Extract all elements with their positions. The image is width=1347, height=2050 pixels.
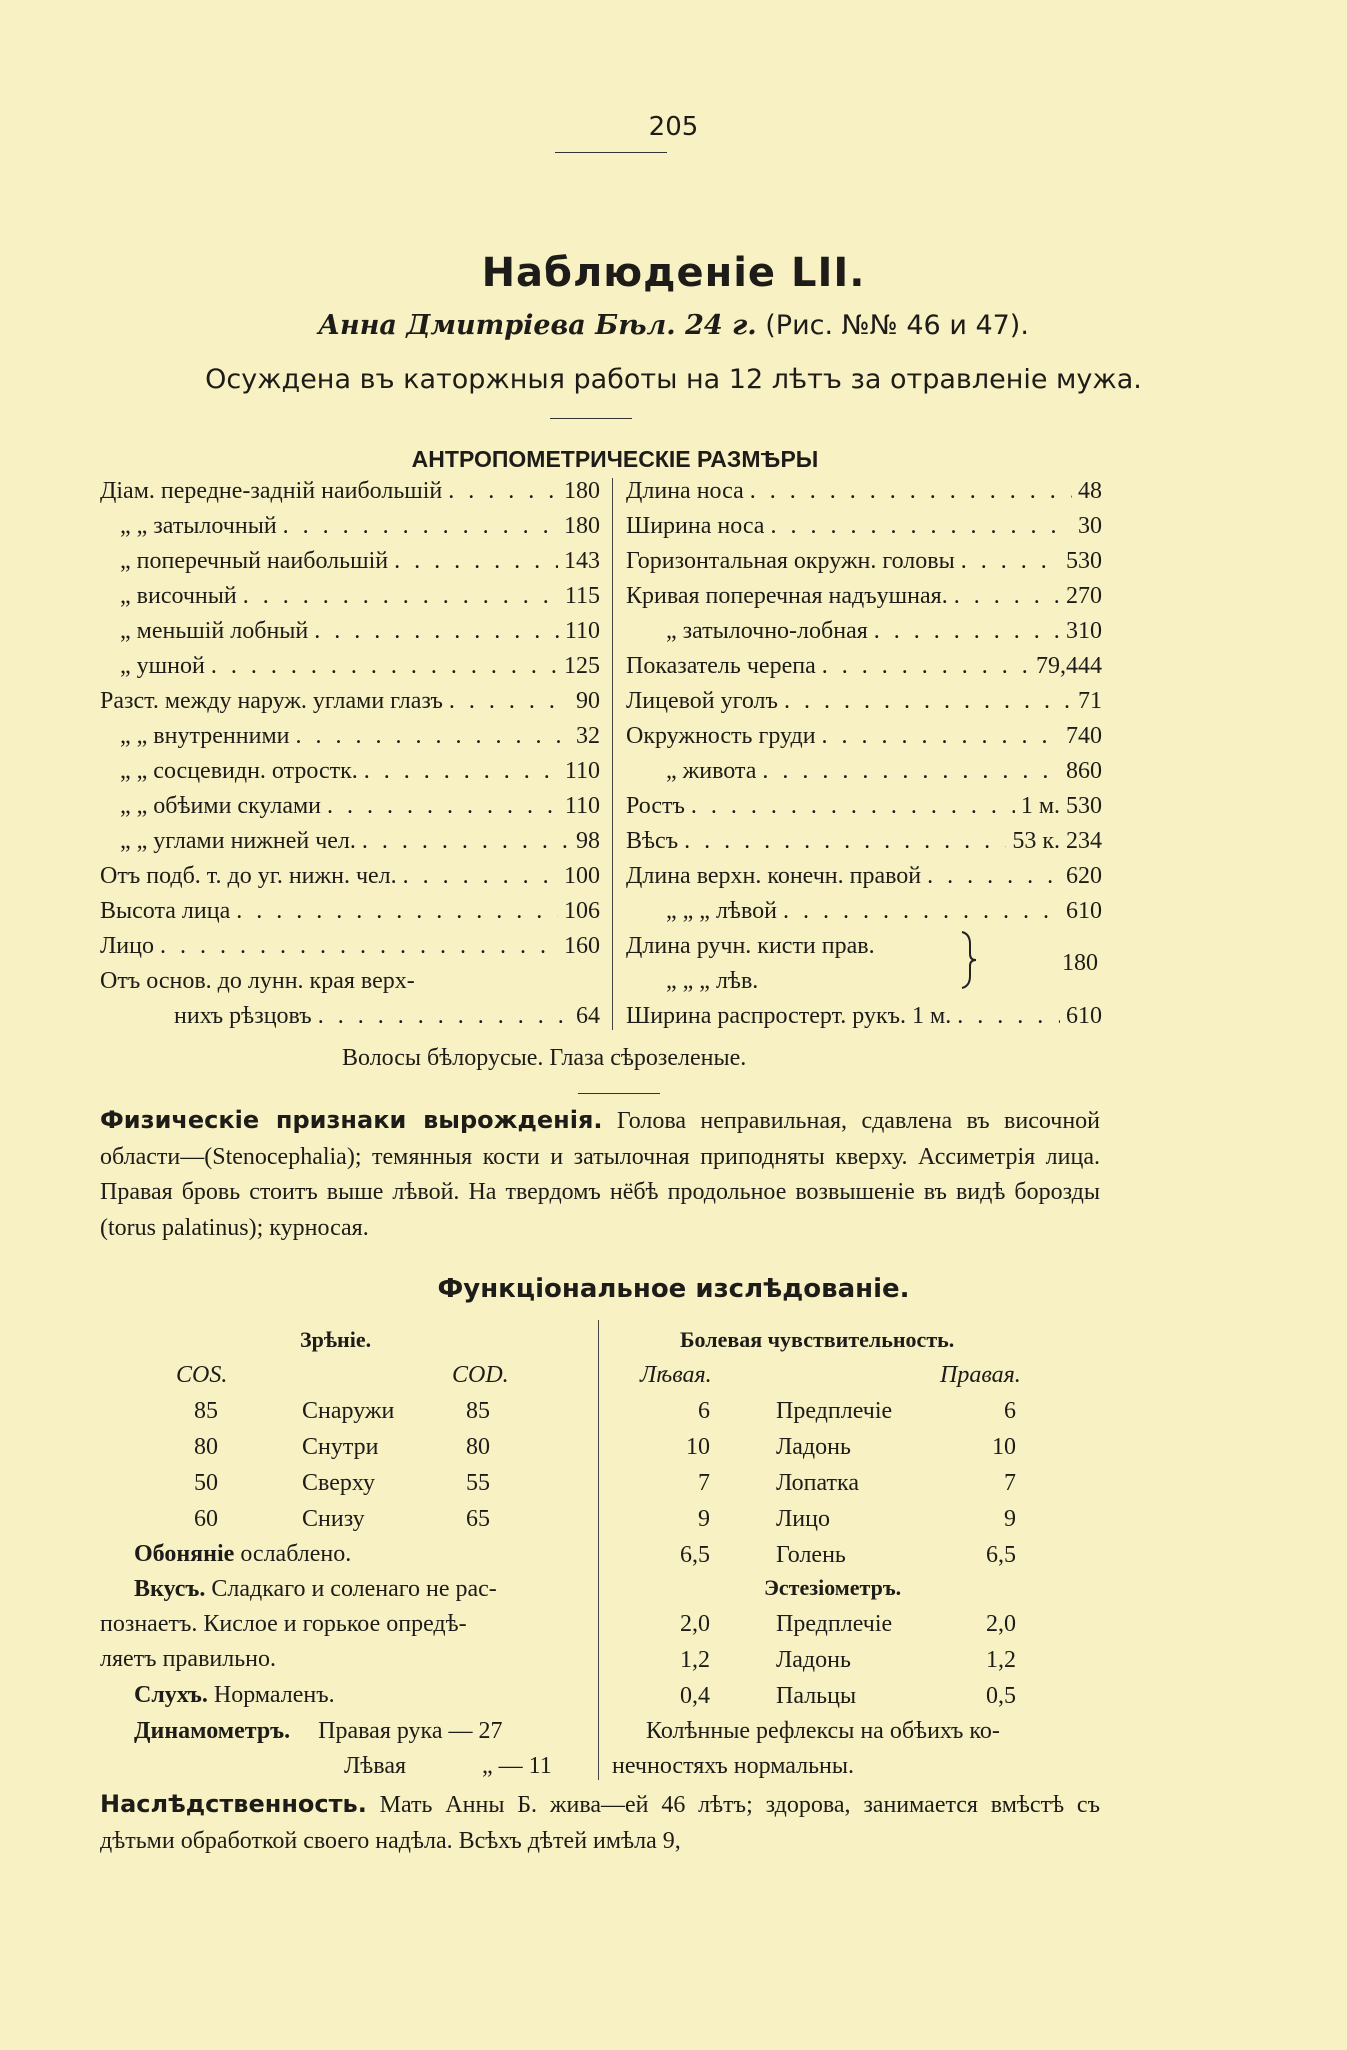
measure-label: „ поперечный наибольшій	[120, 548, 389, 574]
leader-dots	[954, 583, 1060, 610]
anthropometric-left-row	[100, 898, 600, 925]
leader-dots	[822, 723, 1060, 750]
vision-direction: Снаружи	[302, 1398, 395, 1424]
leader-dots	[927, 863, 1060, 890]
taste-text-2: познаетъ. Кислое и горькое опредѣ-	[100, 1611, 467, 1637]
measure-value: 310	[1066, 618, 1102, 644]
subject-line	[0, 310, 1347, 341]
measure-label: Горизонтальная окружн. головы	[626, 548, 955, 574]
physical-signs-paragraph	[100, 1103, 1100, 1246]
measure-value: 32	[576, 723, 600, 749]
measure-label: „ затылочно-лобная	[666, 618, 868, 644]
anthropometric-right-row	[626, 723, 1102, 750]
vision-cod-header: COD.	[452, 1362, 509, 1388]
taste-line-1	[134, 1576, 497, 1603]
vision-cos-value: 60	[194, 1506, 218, 1532]
anthropometric-right-row	[626, 1003, 1102, 1030]
measure-value: 180	[564, 478, 600, 504]
anthropometric-left-row	[174, 1003, 600, 1030]
pain-left-value: 7	[698, 1470, 710, 1496]
vision-cod-value: 65	[466, 1506, 490, 1532]
measure-label: Показатель черепа	[626, 653, 816, 679]
measure-value: 71	[1078, 688, 1102, 714]
leader-dots	[448, 478, 558, 505]
measure-value: 115	[564, 583, 600, 609]
leader-dots	[243, 583, 559, 610]
anthropometric-left-row	[100, 688, 600, 715]
anthropometric-heading: АНТРОПОМЕТРИЧЕСКІЕ РАЗМѢРЫ	[411, 446, 819, 472]
anthropometric-divider	[612, 478, 613, 1030]
leader-dots	[784, 688, 1072, 715]
measure-label: Діам. передне-задній наибольшій	[100, 478, 443, 504]
vision-cod-value: 80	[466, 1434, 490, 1460]
leader-dots	[394, 548, 558, 575]
body-part: Пальцы	[776, 1683, 857, 1709]
measure-label: Разст. между наруж. углами глазъ	[100, 688, 443, 714]
measure-label: Ростъ	[626, 793, 685, 819]
measure-value: 53 к. 234	[1012, 828, 1102, 854]
measure-label: „ ушной	[120, 653, 205, 679]
measure-label: Высота лица	[100, 898, 231, 924]
measure-label: Окружность груди	[626, 723, 816, 749]
measure-label: Кривая поперечная надъушная.	[626, 583, 948, 609]
measure-value: 1 м. 530	[1020, 793, 1102, 819]
anthropometric-right-row	[626, 793, 1102, 820]
sentence-line: Осуждена въ каторжныя работы на 12 лѣтъ за отравленіе мужа.	[205, 364, 1142, 395]
pain-right-value: 6	[1004, 1398, 1016, 1424]
measure-label: „ „ углами нижней чел.	[120, 828, 356, 854]
vision-direction: Снизу	[302, 1506, 365, 1532]
anthropometric-right-row	[626, 583, 1102, 610]
physical-signs-text: Голова неправильная, сдавлена въ височной области—(Stenocephalia); темянныя кости и затылочная приподняты кверху. Ассиметрія лица. Правая бровь стоитъ выше лѣвой. На твердомъ нёбѣ продольное возвышеніе въ видѣ борозды (torus palatinus); курносая.	[100, 1108, 1101, 1241]
leader-dots	[783, 898, 1060, 925]
pain-left-value: 6	[698, 1398, 710, 1424]
measure-label: „ живота	[666, 758, 757, 784]
measure-label: „ височный	[120, 583, 237, 609]
measure-value: 610	[1066, 898, 1102, 924]
measure-label: Длина верхн. конечн. правой	[626, 863, 922, 889]
pain-right-value: 10	[992, 1434, 1016, 1460]
functional-divider	[598, 1320, 599, 1780]
leader-dots	[318, 1003, 570, 1030]
pain-left-value: 10	[686, 1434, 710, 1460]
pain-right-header: Правая.	[940, 1362, 1021, 1388]
dynamometer-left-value: „ — 11	[482, 1753, 552, 1779]
measure-label: Длина носа	[626, 478, 744, 504]
section-rule-2	[578, 1093, 660, 1094]
leader-dots	[314, 618, 559, 645]
body-part: Ладонь	[776, 1647, 851, 1673]
body-part: Ладонь	[776, 1434, 851, 1460]
heredity-heading: Наслѣдственность.	[100, 1790, 367, 1818]
measure-label: Вѣсъ	[626, 828, 679, 854]
measure-label: „ „ затылочный	[120, 513, 277, 539]
measure-value: 740	[1066, 723, 1102, 749]
pain-left-value: 6,5	[680, 1542, 710, 1568]
vision-direction: Сверху	[302, 1470, 375, 1496]
vision-direction: Снутри	[302, 1434, 379, 1460]
anthropometric-right-row	[666, 618, 1102, 645]
measure-label: Лицевой уголъ	[626, 688, 778, 714]
measure-label: Ширина носа	[626, 513, 765, 539]
anthropometric-right-row	[666, 898, 1102, 925]
leader-dots	[283, 513, 558, 540]
physical-signs-heading: Физическіе признаки вырожденія.	[100, 1106, 603, 1134]
measure-label: Лицо	[100, 933, 154, 959]
measure-value: 30	[1078, 513, 1102, 539]
anthropometric-right-row	[626, 688, 1102, 715]
dynamometer-label: Динамометръ.	[134, 1718, 291, 1744]
leader-dots	[691, 793, 1015, 820]
functional-heading: Функціональное изслѣдованіе.	[437, 1274, 910, 1304]
pain-right-value: 9	[1004, 1506, 1016, 1532]
vision-cos-value: 80	[194, 1434, 218, 1460]
dynamometer-line	[134, 1718, 503, 1745]
leader-dots	[957, 1003, 1060, 1030]
measure-value: 64	[576, 1003, 600, 1029]
smell-label: Обоняніе	[134, 1541, 235, 1567]
pain-heading: Болевая чувствительность.	[680, 1327, 955, 1352]
measure-label: „ „ сосцевидн. отростк.	[120, 758, 358, 784]
anthropometric-left-row	[120, 723, 600, 750]
leader-dots	[449, 688, 570, 715]
anthropometric-left-row	[120, 583, 600, 610]
esthesio-right-value: 2,0	[986, 1611, 1016, 1637]
anthropometric-left-row	[120, 758, 600, 785]
measure-value: 90	[576, 688, 600, 714]
smell-text: ослаблено.	[240, 1541, 352, 1567]
leader-dots	[762, 758, 1060, 785]
leader-dots	[750, 478, 1072, 505]
vision-cod-value: 55	[466, 1470, 490, 1496]
measure-value: 160	[564, 933, 600, 959]
hearing-line	[134, 1682, 335, 1709]
subject-name: Анна Дмитріева Бѣл. 24 г.	[318, 310, 757, 341]
observation-title: Наблюденіе LII.	[481, 250, 866, 296]
anthropometric-right-row	[626, 478, 1102, 505]
vision-cos-header: COS.	[176, 1362, 228, 1388]
measure-value: 110	[564, 793, 600, 819]
leader-dots	[211, 653, 558, 680]
pain-left-header: Лѣвая.	[640, 1362, 712, 1388]
anthropometric-left-row	[120, 653, 600, 680]
anthropometric-right-row	[626, 653, 1102, 680]
measure-label: „ меньшій лобный	[120, 618, 309, 644]
measure-label: Отъ основ. до лунн. края верх-	[100, 968, 415, 994]
anthropometric-left-row	[100, 933, 600, 960]
heredity-text: Мать Анны Б. жива—ей 46 лѣтъ; здорова, занимается вмѣстѣ съ дѣтьми обработкой своего надѣла. Всѣхъ дѣтей имѣла 9,	[100, 1792, 1100, 1854]
anthropometric-left-row	[120, 548, 600, 575]
anthropometric-right-row	[626, 863, 1102, 890]
heredity-paragraph	[100, 1787, 1100, 1859]
measure-value: 98	[576, 828, 600, 854]
measure-value: 270	[1066, 583, 1102, 609]
taste-label: Вкусъ.	[134, 1576, 206, 1602]
reflex-line-1: Колѣнные рефлексы на обѣихъ ко-	[646, 1718, 1000, 1744]
hearing-label: Слухъ.	[134, 1682, 208, 1708]
vision-cod-value: 85	[466, 1398, 490, 1424]
taste-text-3: ляетъ правильно.	[100, 1646, 277, 1672]
measure-label: „ „ внутренними	[120, 723, 290, 749]
anthropometric-right-row	[626, 513, 1102, 540]
anthropometric-left-row	[120, 618, 600, 645]
measure-value: 860	[1066, 758, 1102, 784]
body-part: Лопатка	[776, 1470, 859, 1496]
anthropometric-right-row	[666, 758, 1102, 785]
measure-value: 110	[564, 758, 600, 784]
vision-cos-value: 50	[194, 1470, 218, 1496]
measure-label: „ „ обѣими скулами	[120, 793, 321, 819]
leader-dots	[403, 863, 558, 890]
pain-right-value: 6,5	[986, 1542, 1016, 1568]
vision-cos-value: 85	[194, 1398, 218, 1424]
esthesio-left-value: 1,2	[680, 1647, 710, 1673]
esthesio-right-value: 0,5	[986, 1683, 1016, 1709]
measure-label: „ „ „ лѣв.	[666, 968, 759, 994]
taste-text-1: Сладкаго и соленаго не рас-	[211, 1576, 497, 1602]
leader-dots	[770, 513, 1072, 540]
pain-left-value: 9	[698, 1506, 710, 1532]
leader-dots	[684, 828, 1006, 855]
anthropometric-left-row	[100, 478, 600, 505]
smell-line	[134, 1541, 351, 1568]
measure-label: Отъ подб. т. до уг. нижн. чел.	[100, 863, 397, 889]
anthropometric-right-row	[626, 828, 1102, 855]
anthropometric-right-row	[626, 548, 1102, 575]
measure-value: 110	[564, 618, 600, 644]
measure-label: Ширина распростерт. рукъ. 1 м.	[626, 1003, 952, 1029]
body-part: Голень	[776, 1542, 846, 1568]
anthropometric-left-row	[120, 513, 600, 540]
anthropometric-left-row	[100, 863, 600, 890]
leader-dots	[822, 653, 1030, 680]
leader-dots	[327, 793, 559, 820]
figure-reference: (Рис. №№ 46 и 47).	[765, 310, 1029, 341]
leader-dots	[874, 618, 1060, 645]
measure-value: 530	[1066, 548, 1102, 574]
anthropometric-left-row	[100, 968, 600, 995]
measure-value: 610	[1066, 1003, 1102, 1029]
measure-value: 100	[564, 863, 600, 889]
leader-dots	[362, 828, 570, 855]
anthropometric-left-row	[120, 828, 600, 855]
reflex-line-2: нечностяхъ нормальны.	[612, 1753, 855, 1779]
leader-dots	[961, 548, 1060, 575]
hearing-text: Нормаленъ.	[213, 1682, 335, 1708]
measure-label: „ „ „ лѣвой	[666, 898, 777, 924]
leader-dots	[236, 898, 558, 925]
hair-eyes-note: Волосы бѣлорусые. Глаза сѣрозеленые.	[342, 1045, 747, 1071]
measure-value: 79,444	[1036, 653, 1102, 679]
measure-label: нихъ рѣзцовъ	[174, 1003, 312, 1029]
esthesio-left-value: 2,0	[680, 1611, 710, 1637]
anthropometric-right-row	[626, 933, 966, 960]
pain-right-value: 7	[1004, 1470, 1016, 1496]
leader-dots	[364, 758, 559, 785]
anthropometric-right-row	[666, 968, 966, 995]
measure-label: Длина ручн. кисти прав.	[626, 933, 875, 959]
vision-heading: Зрѣніе.	[300, 1327, 372, 1352]
leader-dots	[295, 723, 570, 750]
dynamometer-right: Правая рука — 27	[318, 1718, 503, 1744]
measure-value: 180	[564, 513, 600, 539]
page-number-rule	[555, 152, 667, 153]
body-part: Предплечіе	[776, 1611, 893, 1637]
right-brace-icon	[958, 930, 978, 990]
measure-value: 125	[564, 653, 600, 679]
esthesio-left-value: 0,4	[680, 1683, 710, 1709]
page-number: 205	[648, 112, 699, 142]
anthropometric-left-row	[120, 793, 600, 820]
body-part: Лицо	[776, 1506, 830, 1532]
esthesiometer-heading: Эстезіометръ.	[764, 1575, 902, 1600]
measure-value: 48	[1078, 478, 1102, 504]
measure-value: 106	[564, 898, 600, 924]
leader-dots	[160, 933, 558, 960]
measure-value: 620	[1066, 863, 1102, 889]
esthesio-right-value: 1,2	[986, 1647, 1016, 1673]
section-rule	[550, 418, 632, 419]
dynamometer-left-label: Лѣвая	[344, 1753, 407, 1779]
body-part: Предплечіе	[776, 1398, 893, 1424]
measure-value: 143	[564, 548, 600, 574]
hand-length-value: 180	[1062, 950, 1098, 976]
